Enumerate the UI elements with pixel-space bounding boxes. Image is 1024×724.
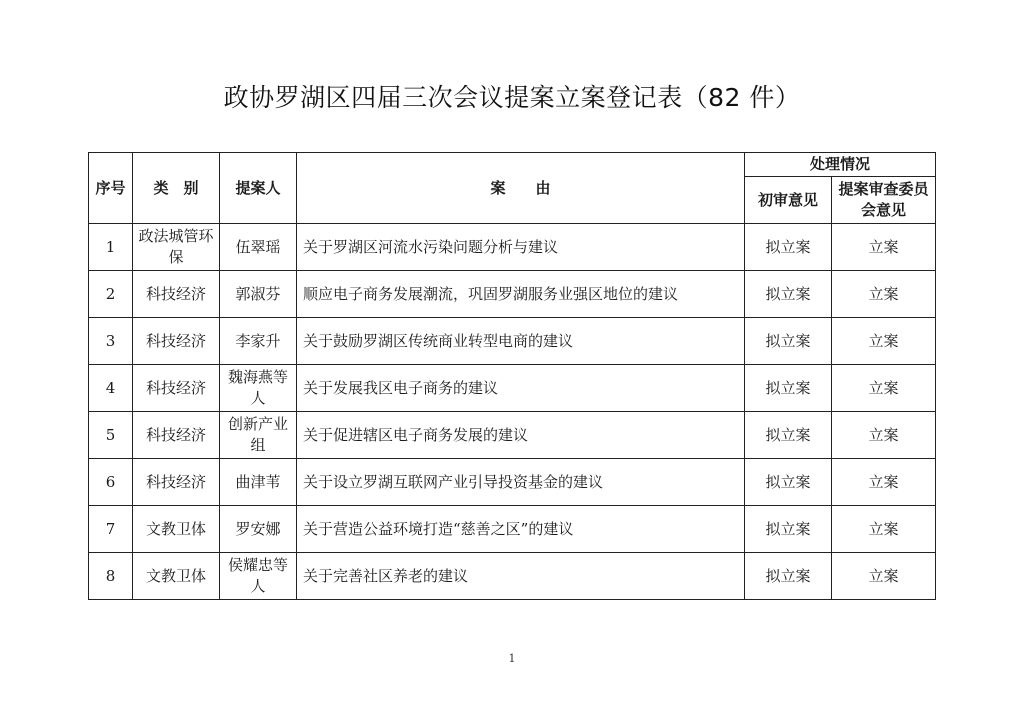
header-processing: 处理情况 xyxy=(745,153,936,177)
cell-initial-review: 拟立案 xyxy=(745,459,832,506)
cell-reason: 关于罗湖区河流水污染问题分析与建议 xyxy=(297,224,745,271)
header-category: 类 别 xyxy=(133,153,220,224)
table-row xyxy=(89,318,936,365)
cell-seq: 8 xyxy=(89,553,133,600)
page-number: 1 xyxy=(508,652,516,665)
cell-reason: 顺应电子商务发展潮流，巩固罗湖服务业强区地位的建议 xyxy=(297,271,745,318)
table-row xyxy=(89,365,936,412)
header-seq: 序号 xyxy=(89,153,133,224)
cell-seq: 6 xyxy=(89,459,133,506)
cell-category: 文教卫体 xyxy=(133,506,220,553)
cell-initial-review: 拟立案 xyxy=(745,506,832,553)
cell-seq: 2 xyxy=(89,271,133,318)
cell-seq: 3 xyxy=(89,318,133,365)
cell-initial-review: 拟立案 xyxy=(745,412,832,459)
proposal-register-table xyxy=(88,152,936,600)
cell-reason: 关于营造公益环境打造“慈善之区”的建议 xyxy=(297,506,745,553)
cell-committee-opinion: 立案 xyxy=(832,271,936,318)
cell-reason: 关于完善社区养老的建议 xyxy=(297,553,745,600)
cell-category: 文教卫体 xyxy=(133,553,220,600)
cell-committee-opinion: 立案 xyxy=(832,412,936,459)
cell-initial-review: 拟立案 xyxy=(745,318,832,365)
cell-committee-opinion: 立案 xyxy=(832,553,936,600)
table-row xyxy=(89,459,936,506)
header-committee-opinion: 提案审查委员会意见 xyxy=(832,177,936,224)
table-row xyxy=(89,412,936,459)
cell-committee-opinion: 立案 xyxy=(832,318,936,365)
cell-initial-review: 拟立案 xyxy=(745,553,832,600)
cell-proposer: 罗安娜 xyxy=(220,506,297,553)
cell-initial-review: 拟立案 xyxy=(745,271,832,318)
cell-seq: 7 xyxy=(89,506,133,553)
cell-proposer: 伍翠瑶 xyxy=(220,224,297,271)
cell-category: 科技经济 xyxy=(133,365,220,412)
cell-proposer: 魏海燕等人 xyxy=(220,365,297,412)
cell-committee-opinion: 立案 xyxy=(832,506,936,553)
cell-proposer: 创新产业组 xyxy=(220,412,297,459)
header-reason: 案 由 xyxy=(297,153,745,224)
table-row xyxy=(89,553,936,600)
cell-initial-review: 拟立案 xyxy=(745,224,832,271)
cell-category: 科技经济 xyxy=(133,412,220,459)
table-row xyxy=(89,271,936,318)
cell-category: 科技经济 xyxy=(133,271,220,318)
cell-category: 科技经济 xyxy=(133,459,220,506)
cell-committee-opinion: 立案 xyxy=(832,224,936,271)
header-proposer: 提案人 xyxy=(220,153,297,224)
document-title: 政协罗湖区四届三次会议提案立案登记表（82 件） xyxy=(223,83,801,112)
table-row xyxy=(89,224,936,271)
cell-reason: 关于鼓励罗湖区传统商业转型电商的建议 xyxy=(297,318,745,365)
cell-reason: 关于发展我区电子商务的建议 xyxy=(297,365,745,412)
cell-committee-opinion: 立案 xyxy=(832,365,936,412)
cell-category: 科技经济 xyxy=(133,318,220,365)
cell-proposer: 侯耀忠等人 xyxy=(220,553,297,600)
cell-committee-opinion: 立案 xyxy=(832,459,936,506)
cell-proposer: 郭淑芬 xyxy=(220,271,297,318)
cell-proposer: 曲津苇 xyxy=(220,459,297,506)
cell-initial-review: 拟立案 xyxy=(745,365,832,412)
cell-category: 政法城管环保 xyxy=(133,224,220,271)
header-initial-review: 初审意见 xyxy=(745,177,832,224)
cell-seq: 1 xyxy=(89,224,133,271)
cell-reason: 关于促进辖区电子商务发展的建议 xyxy=(297,412,745,459)
cell-reason: 关于设立罗湖互联网产业引导投资基金的建议 xyxy=(297,459,745,506)
table-row xyxy=(89,506,936,553)
cell-seq: 5 xyxy=(89,412,133,459)
cell-proposer: 李家升 xyxy=(220,318,297,365)
cell-seq: 4 xyxy=(89,365,133,412)
